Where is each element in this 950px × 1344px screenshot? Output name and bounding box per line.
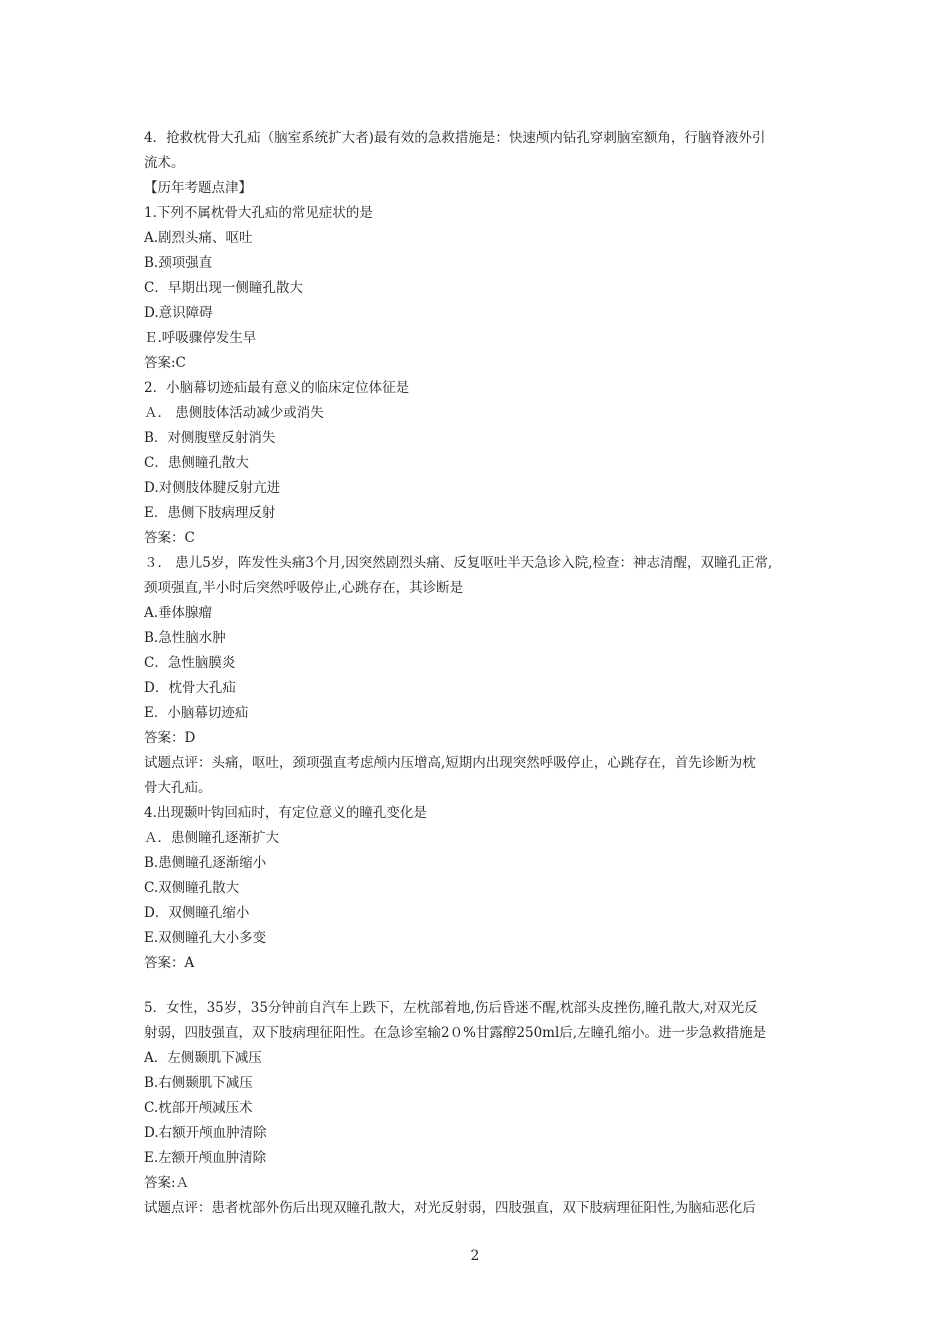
text-line: 答案：A [144,955,195,971]
text-line: 答案：D [144,730,196,746]
text-line: C.枕部开颅减压术 [144,1100,253,1116]
text-line: B.右侧颞肌下减压 [144,1075,253,1091]
text-line: ３． 患儿5岁，阵发性头痛3个月,因突然剧烈头痛、反复呕吐半天急诊入院,检查：神志清醒，双瞳孔正常, [144,555,773,571]
text-line: 答案:Ａ [144,1175,190,1191]
text-line: 试题点评：患者枕部外伤后出现双瞳孔散大，对光反射弱，四肢强直，双下肢病理征阳性,为脑疝恶化后 [144,1200,756,1216]
text-line: 流术。 [144,155,185,171]
text-line: 颈项强直,半小时后突然呼吸停止,心跳存在，其诊断是 [144,580,464,596]
text-line: 【历年考题点津】 [144,180,252,196]
text-line: D.意识障碍 [144,305,213,321]
text-line: E．小脑幕切迹疝 [144,705,249,721]
text-line: E．患侧下肢病理反射 [144,505,276,521]
text-line: 骨大孔疝。 [144,780,212,796]
text-line: 5．女性，35岁，35分钟前自汽车上跌下，左枕部着地,伤后昏迷不醒,枕部头皮挫伤,瞳孔散大,对双光反 [144,1000,758,1016]
text-line: A．左侧颞肌下减压 [144,1050,262,1066]
text-line: Ａ．患侧瞳孔逐渐扩大 [144,830,279,846]
text-line: E.双侧瞳孔大小多变 [144,930,267,946]
text-line: A.垂体腺瘤 [144,605,213,621]
text-line: 答案：C [144,530,195,546]
text-line: 1.下列不属枕骨大孔疝的常见症状的是 [144,205,373,221]
text-line: A.剧烈头痛、呕吐 [144,230,253,246]
text-line: Ａ． 患侧肢体活动减少或消失 [144,405,324,421]
text-block-question-5 [144,996,814,1221]
text-line: 4.出现颞叶钩回疝时，有定位意义的瞳孔变化是 [144,805,427,821]
text-line: C．患侧瞳孔散大 [144,455,249,471]
text-line: 4．抢救枕骨大孔疝（脑室系统扩大者)最有效的急救措施是：快速颅内钻孔穿刺脑室额角，行脑脊液外引 [144,130,766,146]
text-line: D．双侧瞳孔缩小 [144,905,250,921]
text-line: D．枕骨大孔疝 [144,680,236,696]
text-line: 射弱，四肢强直，双下肢病理征阳性。在急诊室输2０%甘露醇250ml后,左瞳孔缩小。进一步急救措施是 [144,1025,767,1041]
text-line: B.患侧瞳孔逐渐缩小 [144,855,267,871]
text-block-main [144,126,814,976]
text-line: C.双侧瞳孔散大 [144,880,240,896]
text-line: E.左额开颅血肿清除 [144,1150,267,1166]
text-line: Ｅ.呼吸骤停发生早 [144,330,257,346]
text-line: 2．小脑幕切迹疝最有意义的临床定位体征是 [144,380,410,396]
paragraph-gap [144,976,814,996]
text-line: B.颈项强直 [144,255,213,271]
text-line: 试题点评：头痛，呕吐，颈项强直考虑颅内压增高,短期内出现突然呼吸停止，心跳存在，首先诊断为枕 [144,755,756,771]
page-number: 2 [470,1248,480,1264]
text-line: C．急性脑膜炎 [144,655,236,671]
text-line: B．对侧腹壁反射消失 [144,430,276,446]
page-content [144,126,814,1221]
text-line: C．早期出现一侧瞳孔散大 [144,280,303,296]
text-line: 答案:C [144,355,186,371]
text-line: D.对侧肢体腱反射亢进 [144,480,281,496]
text-line: D.右额开颅血肿清除 [144,1125,267,1141]
text-line: B.急性脑水肿 [144,630,226,646]
